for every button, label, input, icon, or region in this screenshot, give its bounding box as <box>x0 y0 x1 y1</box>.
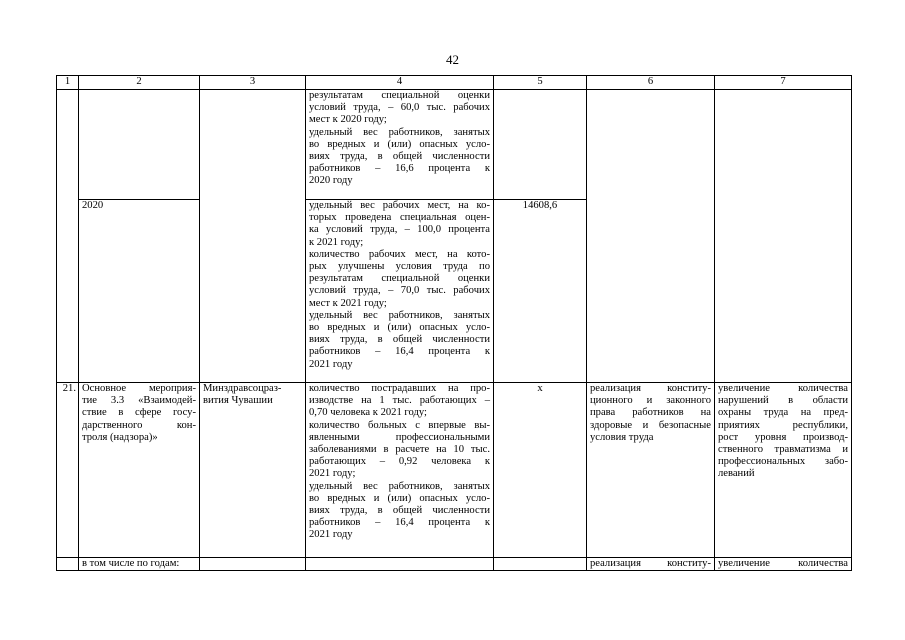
column-number: 2 <box>79 76 200 90</box>
text-line: во вредных и (или) опасных усло- <box>309 492 490 504</box>
column-number-row <box>57 76 852 90</box>
table-row <box>57 383 852 558</box>
program-table <box>56 75 852 571</box>
text-line: ка условий труда, – 100,0 процента <box>309 224 490 236</box>
text-line: увеличение количества <box>718 558 848 569</box>
text-line: условий труда, – 60,0 тыс. рабочих <box>309 102 490 114</box>
table-row <box>57 558 852 571</box>
text-line: троля (надзора)» <box>82 431 158 443</box>
text-line: виях труда, в общей численности <box>309 334 490 346</box>
funding-cell <box>494 558 587 571</box>
period-cell: 2020 <box>79 200 200 383</box>
text-line: 2020 году <box>309 175 353 187</box>
text-line: количество рабочих мест, на кото- <box>309 248 490 260</box>
indicators-cell <box>306 200 494 383</box>
text-line: здоровые и безопасные <box>590 419 711 431</box>
text-line: работников – 16,6 процента к <box>309 163 490 175</box>
text-line: 2021 году <box>309 358 353 370</box>
text-line: мест к 2020 году; <box>309 114 387 126</box>
text-line: рых улучшены условия труда по <box>309 261 490 273</box>
text-line: леваний <box>718 468 755 480</box>
text-line: во вредных и (или) опасных усло- <box>309 138 490 150</box>
column-number: 4 <box>306 76 494 90</box>
executor-cell <box>200 383 306 558</box>
text-line: работников – 16,4 процента к <box>309 346 490 358</box>
text-line: условия труда <box>590 431 654 443</box>
text-line: 2021 году; <box>309 468 356 480</box>
text-line: профессиональных забо- <box>718 456 848 468</box>
text-line: удельный вес рабочих мест, на ко- <box>309 200 490 211</box>
activity-cell <box>79 383 200 558</box>
text-line: результатам специальной оценки <box>309 273 490 285</box>
column-number: 5 <box>494 76 587 90</box>
text-line: торых проведена специальная оцен- <box>309 212 490 224</box>
executor-cell <box>200 90 306 383</box>
consequences-cell <box>715 383 852 558</box>
row-number-cell: 21. <box>57 383 79 558</box>
row-number-cell <box>57 90 79 383</box>
funding-cell: х <box>494 383 587 558</box>
text-line: вития Чувашии <box>203 395 273 407</box>
text-line: к 2021 году; <box>309 236 364 248</box>
expected-result-cell <box>587 383 715 558</box>
text-line: работающих – 0,92 человека к <box>309 456 490 468</box>
table-row <box>57 90 852 200</box>
text-line: виях труда, в общей численности <box>309 151 490 163</box>
text-line: заболеваниями в расчете на 10 тыс. <box>309 444 490 456</box>
text-line: тие 3.3 «Взаимодей- <box>82 395 196 407</box>
text-line: условий труда, – 70,0 тыс. рабочих <box>309 285 490 297</box>
text-line: приятиях республики, <box>718 419 848 431</box>
text-line: во вредных и (или) опасных усло- <box>309 322 490 334</box>
text-line: результатам специальной оценки <box>309 90 490 101</box>
text-line: увеличение количества <box>718 383 848 394</box>
row-number-cell <box>57 558 79 571</box>
text-line: виях труда, в общей численности <box>309 505 490 517</box>
funding-cell: 14608,6 <box>494 200 587 383</box>
text-line: количество больных с впервые вы- <box>309 419 490 431</box>
text-line: ционного и законного <box>590 395 711 407</box>
indicators-cell <box>306 90 494 200</box>
text-line: ствие в сфере госу- <box>82 407 196 419</box>
text-line: права работников на <box>590 407 711 419</box>
period-cell <box>79 90 200 200</box>
text-line: изводстве на 1 тыс. работающих – <box>309 395 490 407</box>
indicators-cell <box>306 383 494 558</box>
text-line: явленными профессиональными <box>309 431 490 443</box>
expected-result-cell <box>587 90 715 383</box>
consequences-cell <box>715 558 852 571</box>
text-line: Основное мероприя- <box>82 383 196 394</box>
text-line: дарственного кон- <box>82 419 196 431</box>
text-line: ственного травматизма и <box>718 444 848 456</box>
executor-cell <box>200 558 306 571</box>
text-line: количество пострадавших на про- <box>309 383 490 394</box>
expected-result-cell <box>587 558 715 571</box>
period-cell: в том числе по годам: <box>79 558 200 571</box>
consequences-cell <box>715 90 852 383</box>
text-line: охраны труда на пред- <box>718 407 848 419</box>
text-line: реализация конститу- <box>590 383 711 394</box>
text-line: удельный вес работников, занятых <box>309 309 490 321</box>
column-number: 7 <box>715 76 852 90</box>
page-number: 42 <box>446 52 459 67</box>
indicators-cell <box>306 558 494 571</box>
funding-cell <box>494 90 587 200</box>
text-line: удельный вес работников, занятых <box>309 126 490 138</box>
text-line: реализация конститу- <box>590 558 711 569</box>
text-line: Минздравсоцраз- <box>203 383 282 394</box>
text-line: рост уровня производ- <box>718 431 848 443</box>
text-line: 2021 году <box>309 529 353 541</box>
column-number: 6 <box>587 76 715 90</box>
text-line: удельный вес работников, занятых <box>309 480 490 492</box>
text-line: работников – 16,4 процента к <box>309 517 490 529</box>
text-line: 0,70 человека к 2021 году; <box>309 407 427 419</box>
text-line: нарушений в области <box>718 395 848 407</box>
column-number: 3 <box>200 76 306 90</box>
column-number: 1 <box>57 76 79 90</box>
text-line: мест к 2021 году; <box>309 297 387 309</box>
